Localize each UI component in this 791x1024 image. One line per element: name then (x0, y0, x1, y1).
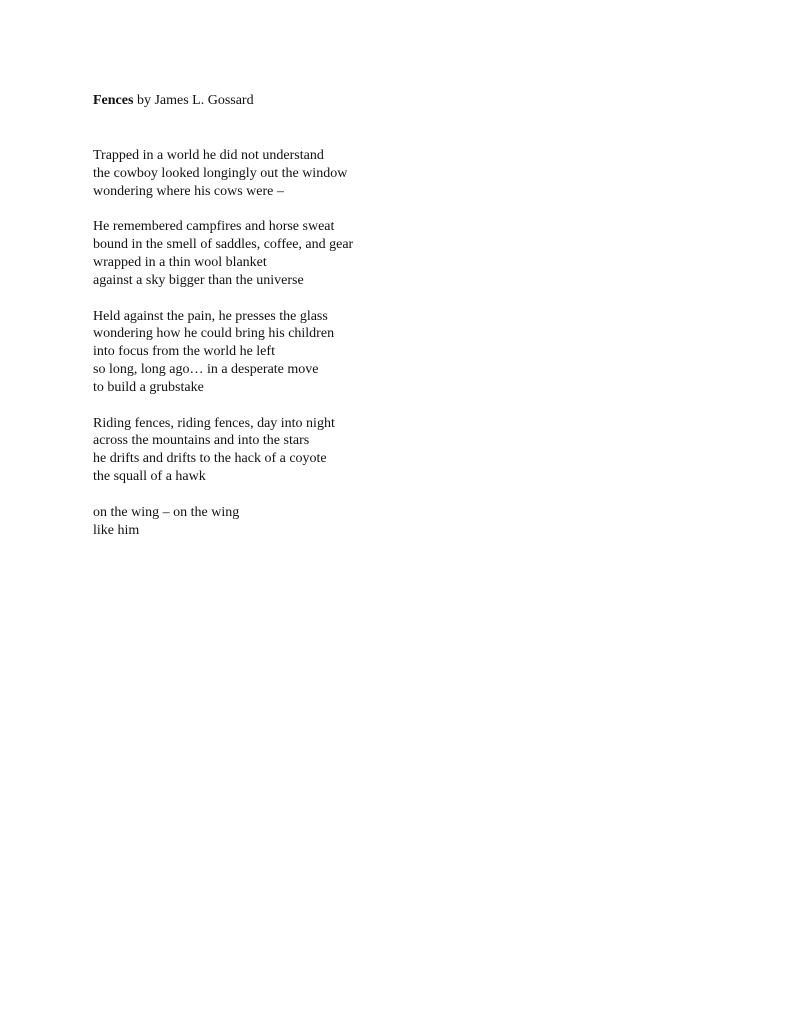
poem-heading (93, 92, 693, 110)
stanza-2 (93, 218, 693, 289)
stanza-4 (93, 415, 693, 486)
poem-line: wondering where his cows were – (93, 183, 284, 199)
poem-line: wrapped in a thin wool blanket (93, 254, 267, 270)
poem-line: the squall of a hawk (93, 468, 206, 484)
poem-line: wondering how he could bring his children (93, 326, 335, 342)
poem-line: He remembered campfires and horse sweat (93, 219, 335, 235)
poem-title: Fences (93, 93, 134, 108)
poem-byline: by James L. Gossard (133, 93, 254, 108)
document-page (93, 92, 693, 557)
poem-line: into focus from the world he left (93, 344, 275, 360)
poem-line: to build a grubstake (93, 379, 204, 395)
stanza-1 (93, 147, 693, 200)
stanza-3 (93, 308, 693, 397)
poem-line: bound in the smell of saddles, coffee, and gear (93, 237, 354, 253)
stanza-5 (93, 504, 693, 540)
poem-line: like him (93, 522, 140, 538)
poem-line: across the mountains and into the stars (93, 433, 310, 449)
poem-line: Held against the pain, he presses the glass (93, 308, 328, 324)
poem-line: so long, long ago… in a desperate move (93, 361, 319, 377)
poem-line: he drifts and drifts to the hack of a coyote (93, 451, 327, 467)
poem-line: Riding fences, riding fences, day into night (93, 415, 335, 431)
poem-line: against a sky bigger than the universe (93, 272, 304, 288)
poem-line: the cowboy looked longingly out the window (93, 165, 348, 181)
poem-line: Trapped in a world he did not understand (93, 148, 324, 163)
poem-body (93, 147, 693, 539)
poem-line: on the wing – on the wing (93, 504, 240, 520)
